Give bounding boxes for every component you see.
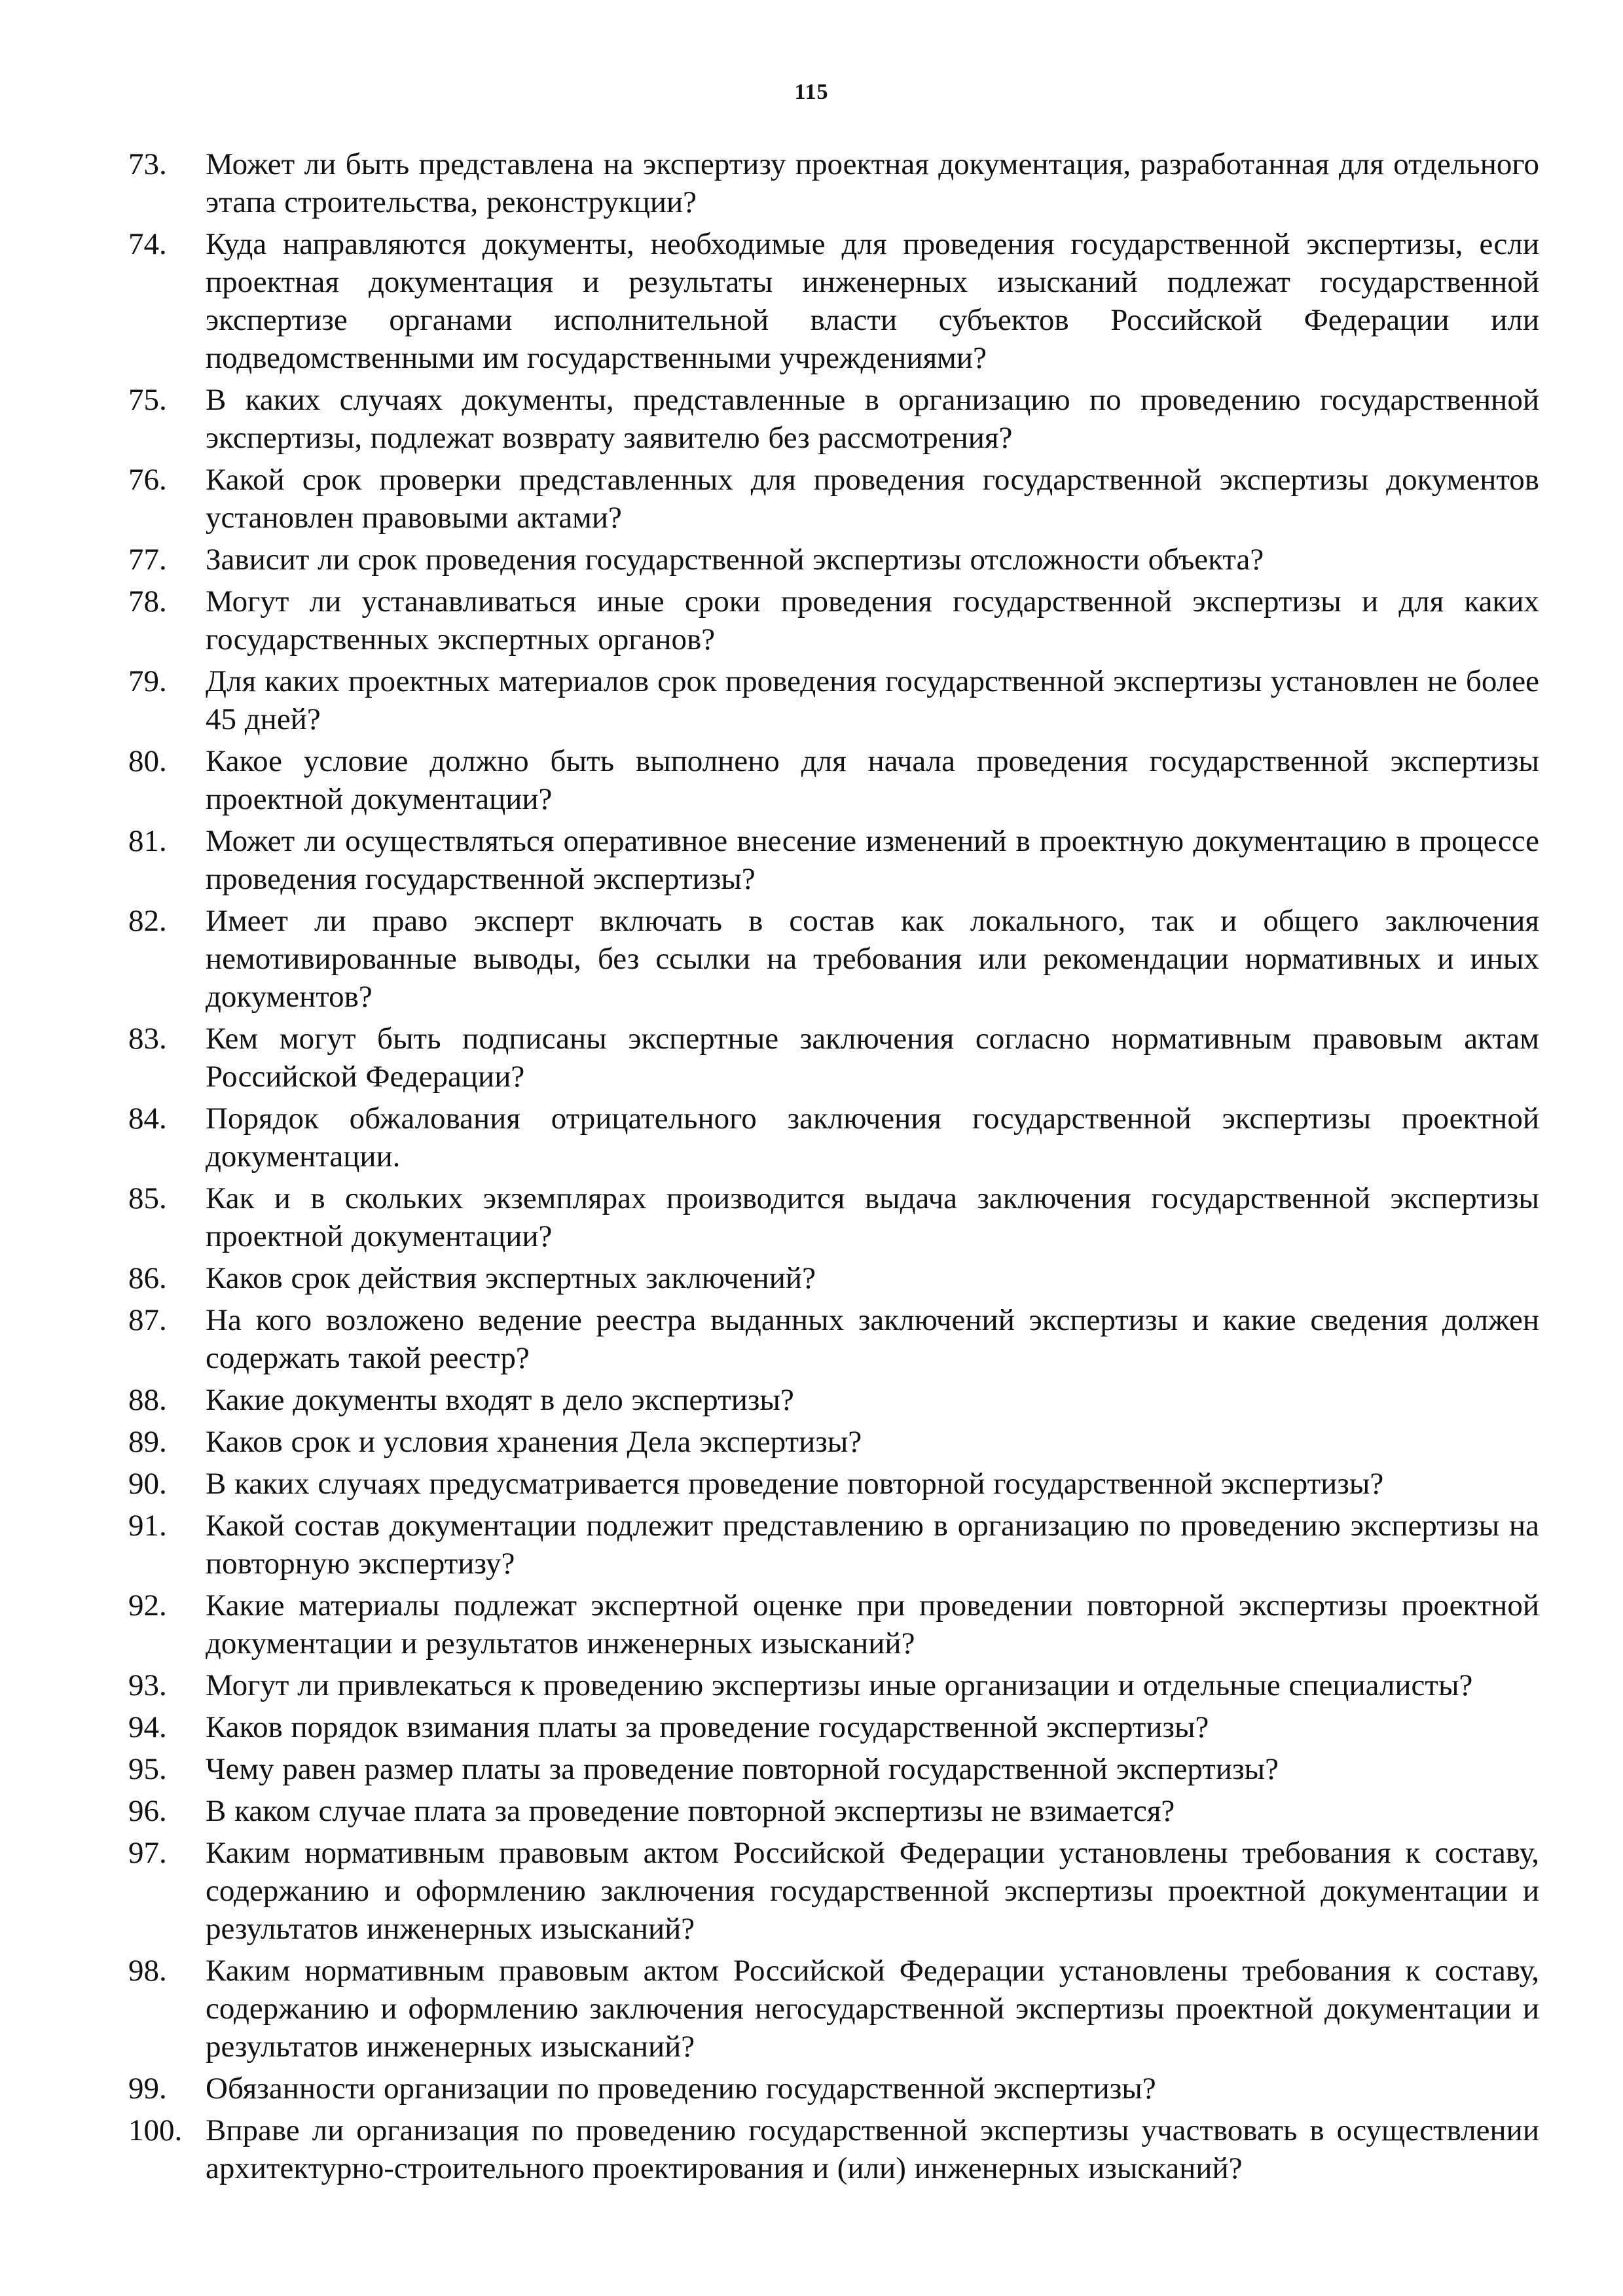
question-number: 75. — [128, 383, 167, 417]
question-text: Каков срок и условия хранения Дела экспертизы? — [206, 1425, 862, 1459]
question-number: 87. — [128, 1303, 167, 1337]
question-number: 96. — [128, 1794, 167, 1828]
question-item — [128, 1423, 1539, 1461]
question-item — [128, 1465, 1539, 1503]
question-number: 99. — [128, 2072, 167, 2106]
question-item — [128, 1952, 1539, 2066]
question-item — [128, 225, 1539, 377]
question-item — [128, 662, 1539, 738]
question-text: Каким нормативным правовым актом Российской Федерации установлены требования к составу, содержанию и оформлению заключения государственной экспертизы проектной документации и результатов инженерных изысканий? — [206, 1836, 1539, 1946]
question-item — [128, 541, 1539, 579]
question-text: Зависит ли срок проведения государственной экспертизы отсложности объекта? — [206, 543, 1264, 577]
page-number: 115 — [794, 80, 829, 104]
question-number: 91. — [128, 1509, 167, 1543]
question-item — [128, 1179, 1539, 1255]
question-number: 90. — [128, 1467, 167, 1501]
question-number: 97. — [128, 1836, 167, 1870]
question-text: Каков срок действия экспертных заключений? — [206, 1261, 816, 1295]
question-item — [128, 1507, 1539, 1583]
question-item — [128, 1381, 1539, 1419]
question-number: 74. — [128, 227, 167, 261]
question-item — [128, 2111, 1539, 2187]
question-text: Может ли быть представлена на экспертизу проектная документация, разработанная для отдельного этапа строительства, реконструкции? — [206, 147, 1539, 219]
question-number: 80. — [128, 744, 167, 778]
question-text: В каких случаях документы, представленные в организацию по проведению государственной экспертизы, подлежат возврату заявителю без рассмотрения? — [206, 383, 1539, 455]
question-item — [128, 1100, 1539, 1175]
question-number: 95. — [128, 1752, 167, 1786]
question-item — [128, 822, 1539, 898]
question-text: Какой состав документации подлежит представлению в организацию по проведению экспертизы на повторную экспертизу? — [206, 1509, 1539, 1581]
question-number: 83. — [128, 1022, 167, 1056]
question-number: 100. — [128, 2113, 183, 2147]
question-text: Какие материалы подлежат экспертной оценке при проведении повторной экспертизы проектной документации и результатов инженерных изысканий? — [206, 1588, 1539, 1660]
question-item — [128, 1301, 1539, 1377]
question-item — [128, 1259, 1539, 1297]
question-number: 79. — [128, 664, 167, 698]
question-text: Для каких проектных материалов срок проведения государственной экспертизы установлен не более 45 дней? — [206, 664, 1539, 736]
question-text: Кем могут быть подписаны экспертные заключения согласно нормативным правовым актам Российской Федерации? — [206, 1022, 1539, 1094]
question-number: 82. — [128, 904, 167, 938]
question-text: Могут ли привлекаться к проведению экспертизы иные организации и отдельные специалисты? — [206, 1668, 1473, 1702]
question-number: 98. — [128, 1954, 167, 1988]
question-text: Может ли осуществляться оперативное внесение изменений в проектную документацию в процессе проведения государственной экспертизы? — [206, 824, 1539, 896]
question-item — [128, 742, 1539, 818]
question-number: 85. — [128, 1181, 167, 1215]
question-number: 93. — [128, 1668, 167, 1702]
question-item — [128, 902, 1539, 1016]
question-item — [128, 461, 1539, 537]
question-number: 86. — [128, 1261, 167, 1295]
question-item — [128, 145, 1539, 221]
question-number: 81. — [128, 824, 167, 858]
question-number: 89. — [128, 1425, 167, 1459]
question-text: Какие документы входят в дело экспертизы? — [206, 1383, 794, 1417]
question-item — [128, 1792, 1539, 1830]
question-item — [128, 1834, 1539, 1948]
question-number: 92. — [128, 1588, 167, 1623]
question-text: Как и в скольких экземплярах производится выдача заключения государственной экспертизы проектной документации? — [206, 1181, 1539, 1253]
question-text: Порядок обжалования отрицательного заключения государственной экспертизы проектной документации. — [206, 1102, 1539, 1174]
question-text: В каком случае плата за проведение повторной экспертизы не взимается? — [206, 1794, 1175, 1828]
question-text: Какое условие должно быть выполнено для начала проведения государственной экспертизы проектной документации? — [206, 744, 1539, 816]
question-text: Каков порядок взимания платы за проведение государственной экспертизы? — [206, 1710, 1209, 1744]
question-text: Каким нормативным правовым актом Российской Федерации установлены требования к составу, содержанию и оформлению заключения негосударственной экспертизы проектной документации и результатов инженерных изысканий? — [206, 1954, 1539, 2064]
question-list — [128, 145, 1539, 2191]
question-item — [128, 381, 1539, 457]
question-number: 94. — [128, 1710, 167, 1744]
question-number: 88. — [128, 1383, 167, 1417]
question-text: Какой срок проверки представленных для проведения государственной экспертизы документов установлен правовыми актами? — [206, 463, 1539, 535]
question-text: Обязанности организации по проведению государственной экспертизы? — [206, 2072, 1156, 2106]
question-text: В каких случаях предусматривается проведение повторной государственной экспертизы? — [206, 1467, 1384, 1501]
question-item — [128, 2070, 1539, 2108]
question-text: Вправе ли организация по проведению государственной экспертизы участвовать в осуществлении архитектурно-строительного проектирования и (или) инженерных изысканий? — [206, 2113, 1539, 2185]
question-number: 78. — [128, 584, 167, 619]
question-text: Куда направляются документы, необходимые для проведения государственной экспертизы, если проектная документация и результаты инженерных изысканий подлежат государственной экспертизе органами исполнительной власти субъектов Российской Федерации или подведомственными им государственными учреждениями? — [206, 227, 1539, 375]
question-item — [128, 1708, 1539, 1746]
question-number: 77. — [128, 543, 167, 577]
question-item — [128, 583, 1539, 658]
question-item — [128, 1020, 1539, 1096]
question-item — [128, 1750, 1539, 1788]
question-item — [128, 1587, 1539, 1662]
question-number: 73. — [128, 147, 167, 181]
question-text: На кого возложено ведение реестра выданных заключений экспертизы и какие сведения должен содержать такой реестр? — [206, 1303, 1539, 1375]
question-text: Чему равен размер платы за проведение повторной государственной экспертизы? — [206, 1752, 1279, 1786]
question-number: 84. — [128, 1102, 167, 1136]
question-item — [128, 1666, 1539, 1704]
question-text: Могут ли устанавливаться иные сроки проведения государственной экспертизы и для каких государственных экспертных органов? — [206, 584, 1539, 656]
question-text: Имеет ли право эксперт включать в состав как локального, так и общего заключения немотивированные выводы, без ссылки на требования или рекомендации нормативных и иных документов? — [206, 904, 1539, 1014]
question-number: 76. — [128, 463, 167, 497]
